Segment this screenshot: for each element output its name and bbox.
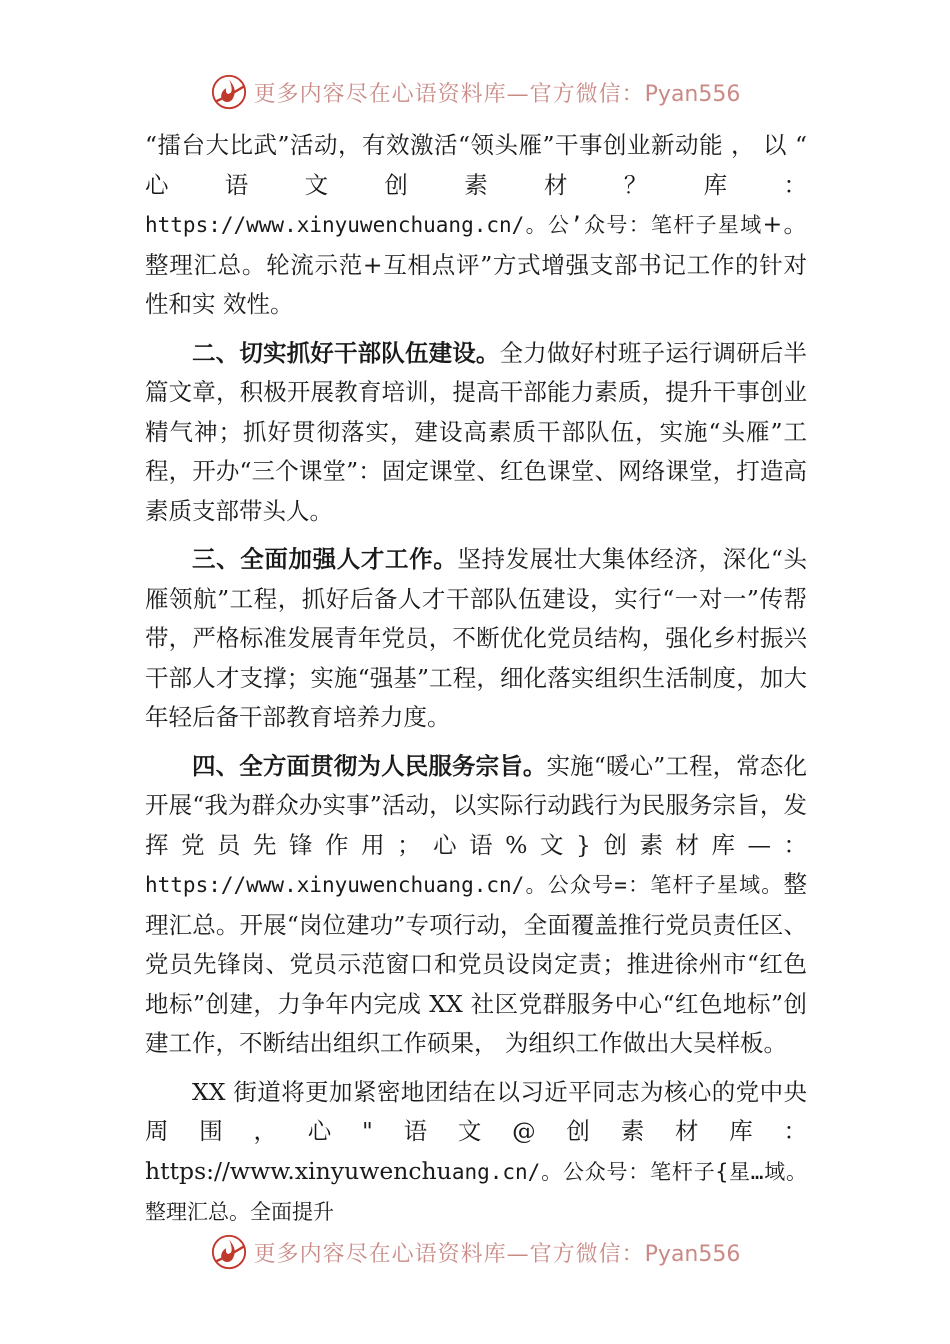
section-heading: 四、全方面贯彻为人民服务宗旨。 bbox=[192, 751, 547, 780]
watermark-text: 更多内容尽在心语资料库—官方微信：Pyan556 bbox=[253, 1241, 741, 1267]
text-line: 中心“红色地标”创建工作，不断结出组织工作硕果， 为 bbox=[145, 989, 807, 1057]
text-line: “头雁领航”工程，抓好后备人才干部队伍建设，实行“一对一” bbox=[145, 545, 808, 613]
flame-icon bbox=[210, 73, 248, 111]
watermark-banner-bottom bbox=[0, 1230, 950, 1274]
paragraph bbox=[145, 334, 807, 532]
text-line: 整理汇总。开展“岗位建功”专项行动，全面覆盖推行党员 bbox=[145, 870, 807, 939]
text-line: 能 ， 以 “ 心 语 文 创 素 材 ？ 库 ： bbox=[145, 131, 807, 199]
flame-icon bbox=[210, 1233, 248, 1271]
paragraph bbox=[145, 540, 807, 738]
watermark-text: 更多内容尽在心语资料库—官方微信：Pyan556 bbox=[253, 81, 741, 107]
text-line: +。整理汇总。轮流示范+互相点评”方式增强支部书记工 bbox=[145, 210, 807, 279]
text-line: 全力做好村班子运行调研 bbox=[499, 338, 760, 367]
text-line: 络课堂，打造高素质支部带头人。 bbox=[145, 457, 808, 525]
text-line: 乡村振兴干部人才支撑；实施“强基”工程，细化落实组织生 bbox=[145, 624, 808, 692]
text-line: 中央周围，心"语文@创素材库：https://www.xinyuwenchu bbox=[145, 1077, 807, 1185]
text-line: 坚持发展壮大集体经济，深化 bbox=[457, 545, 771, 573]
section-heading: 二、切实抓好干部队伍建设。 bbox=[192, 338, 500, 367]
paragraph bbox=[145, 126, 807, 325]
text-line: 作的针对性和实 效性。 bbox=[145, 250, 807, 318]
text-line: 责任区、党员先锋岗、党员示范窗口和党员设岗定责；推进 bbox=[145, 910, 807, 978]
text-line: 态化开展“我为群众办实事”活动，以实际行动践行为民服 bbox=[145, 751, 808, 819]
text-line: 后半篇文章，积极开展教育培训，提高干部能力素质，提升 bbox=[145, 338, 808, 406]
text-line: 组织工作做出大吴样板。 bbox=[528, 1029, 787, 1057]
text-line: https://www.xinyuwenchuang.cn/。公’众号：笔杆子星域 bbox=[145, 213, 763, 237]
text-line: 活制度，加大年轻后备干部教育培养力度。 bbox=[145, 663, 808, 731]
text-line: 务宗旨，发挥党员先锋作用；心语%文}创素材库—： bbox=[145, 791, 808, 859]
paragraph bbox=[145, 747, 807, 1064]
paragraph bbox=[145, 1073, 807, 1233]
text-line: 实施“暖心”工程，常 bbox=[546, 751, 760, 780]
text-line: 施“头雁”工程，开办“三个课堂”：固定课堂、红色课堂、网 bbox=[145, 417, 808, 485]
text-line: 干事创业精气神；抓好贯彻落实，建设高素质干部队伍，实 bbox=[145, 378, 808, 446]
section-heading: 三、全面加强人才工作。 bbox=[192, 545, 458, 573]
text-line: https://www.xinyuwenchuang.cn/。公众号=：笔杆子星域。 bbox=[145, 873, 784, 897]
text-line: 传帮带，严格标准发展青年党员，不断优化党员结构，强化 bbox=[145, 584, 808, 652]
text-line: 徐州市“红色地标”创建，力争年内完成 XX 社区党群服务 bbox=[145, 950, 808, 1018]
text-line: “擂台大比武”活动，有效激活“领头雁”干事创业新动 bbox=[145, 131, 700, 159]
text-line: XX 街道将更加紧密地团结在以习近平同志为核心的党 bbox=[192, 1077, 760, 1106]
text-line: ang.cn/。公众号：笔杆子{星…域。整理汇总。全面提升 bbox=[145, 1159, 807, 1224]
document-body bbox=[145, 126, 807, 1233]
watermark-banner-top bbox=[0, 70, 950, 114]
